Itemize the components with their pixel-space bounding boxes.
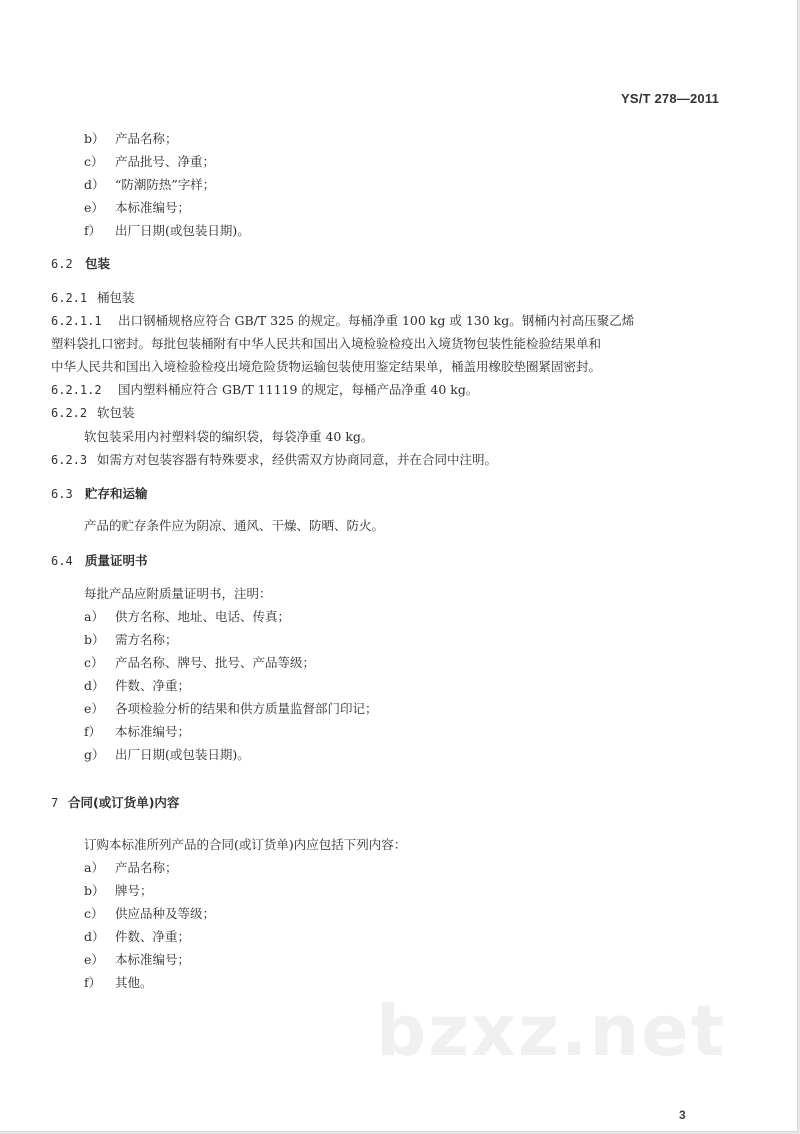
item-label: c）: [84, 906, 104, 921]
item-text: 各项检验分析的结果和供方质量监督部门印记；: [115, 701, 378, 716]
section-number: 6.3: [51, 487, 73, 501]
section-heading-6-4: [51, 553, 148, 569]
item-text: 本标准编号；: [115, 952, 191, 967]
list-item: [84, 952, 190, 968]
item-text: 产品名称、牌号、批号、产品等级；: [115, 655, 316, 670]
item-label: e）: [84, 952, 104, 967]
clause-6-2-1-1-cont: 中华人民共和国出入境检验检疫出境危险货物运输包装使用鉴定结果单，桶盖用橡胶垫圈紧固密封。: [51, 359, 602, 374]
item-label: d）: [84, 177, 105, 192]
item-text: 供方名称、地址、电话、传真；: [115, 609, 291, 624]
clause-6-2-2-text: 软包装采用内衬塑料袋的编织袋，每袋净重 40 kg。: [84, 429, 374, 444]
section-heading-6-3: [51, 486, 148, 502]
list-item: [84, 747, 250, 763]
item-text: 供应品种及等级；: [115, 906, 216, 921]
section-heading-6-2: [51, 256, 110, 272]
item-label: b）: [84, 632, 105, 647]
section-title: 质量证明书: [85, 553, 148, 568]
list-item: [84, 701, 378, 717]
list-item: [84, 655, 315, 671]
item-label: d）: [84, 678, 105, 693]
list-item: [84, 177, 215, 193]
list-item: [84, 906, 215, 922]
item-text: 出厂日期(或包装日期)。: [115, 747, 250, 762]
section-number: 6.4: [51, 554, 73, 568]
list-item: [84, 929, 190, 945]
list-item: [84, 632, 178, 648]
item-text: “防潮防热”字样；: [115, 177, 216, 192]
clause-text: 如需方对包装容器有特殊要求，经供需双方协商同意，并在合同中注明。: [97, 452, 498, 467]
clause-text: 出口钢桶规格应符合 GB/T 325 的规定。每桶净重 100 kg 或 130 kg。钢桶内衬高压聚乙烯: [118, 313, 635, 328]
list-item: [84, 678, 190, 694]
item-label: d）: [84, 929, 105, 944]
item-text: 牌号；: [115, 883, 153, 898]
item-text: 产品名称；: [115, 131, 178, 146]
item-label: f）: [84, 724, 102, 739]
item-text: 本标准编号；: [115, 724, 191, 739]
section-number: 7: [51, 796, 59, 810]
section-title: 合同(或订货单)内容: [68, 795, 180, 810]
list-item: [84, 223, 250, 239]
list-item: [84, 154, 215, 170]
section-title: 贮存和运输: [85, 486, 148, 501]
item-label: c）: [84, 655, 104, 670]
clause-6-2-1-1: [51, 313, 634, 329]
section-number: 6.2.1: [51, 291, 88, 305]
list-item: [84, 609, 290, 625]
clause-6-2-1-2: [51, 382, 478, 398]
item-text: 产品名称；: [115, 860, 178, 875]
watermark: bzxz.net: [376, 990, 727, 1072]
section-title: 包装: [85, 256, 111, 271]
clause-6-2-1-1-cont: 塑料袋扎口密封。每批包装桶附有中华人民共和国出入境检验检疫出入境货物包装性能检验结果单和: [51, 336, 602, 351]
section-number: 6.2.1.2: [51, 383, 102, 397]
item-label: f）: [84, 975, 102, 990]
item-label: b）: [84, 131, 105, 146]
section-heading-7: [51, 795, 179, 811]
item-text: 件数、净重；: [115, 929, 191, 944]
item-text: 需方名称；: [115, 632, 178, 647]
item-label: f）: [84, 223, 102, 238]
item-text: 件数、净重；: [115, 678, 191, 693]
clause-text: 国内塑料桶应符合 GB/T 11119 的规定，每桶产品净重 40 kg。: [118, 382, 479, 397]
page-number: 3: [679, 1108, 686, 1122]
section-heading-6-2-2: [51, 405, 135, 421]
clause-6-4-intro: 每批产品应附质量证明书，注明：: [84, 586, 272, 601]
item-label: b）: [84, 883, 105, 898]
standard-code: YS/T 278—2011: [621, 91, 719, 106]
section-heading-6-2-1: [51, 290, 135, 306]
clause-7-intro: 订购本标准所列产品的合同(或订货单)内应包括下列内容：: [84, 837, 407, 852]
item-label: c）: [84, 154, 104, 169]
list-item: [84, 975, 153, 991]
list-item: [84, 200, 190, 216]
item-text: 产品批号、净重；: [115, 154, 216, 169]
clause-6-2-3: [51, 452, 497, 468]
section-number: 6.2.2: [51, 406, 88, 420]
section-title: 软包装: [97, 405, 135, 420]
item-label: a）: [84, 609, 104, 624]
item-text: 其他。: [115, 975, 153, 990]
section-number: 6.2: [51, 257, 73, 271]
section-number: 6.2.3: [51, 453, 88, 467]
list-item: [84, 131, 178, 147]
item-label: a）: [84, 860, 104, 875]
section-number: 6.2.1.1: [51, 314, 102, 328]
list-item: [84, 860, 178, 876]
item-label: e）: [84, 701, 104, 716]
item-text: 出厂日期(或包装日期)。: [115, 223, 250, 238]
item-text: 本标准编号；: [115, 200, 191, 215]
list-item: [84, 724, 190, 740]
item-label: g）: [84, 747, 105, 762]
clause-6-3-text: 产品的贮存条件应为阴凉、通风、干燥、防晒、防火。: [84, 518, 385, 533]
item-label: e）: [84, 200, 104, 215]
list-item: [84, 883, 153, 899]
section-title: 桶包装: [97, 290, 135, 305]
